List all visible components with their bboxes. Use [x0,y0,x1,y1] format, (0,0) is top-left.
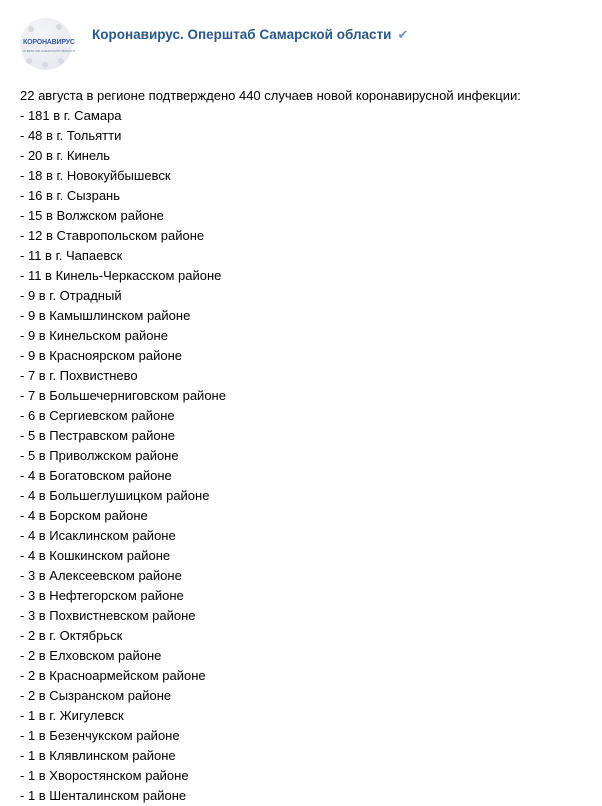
list-item: - 18 в г. Новокуйбышевск [20,168,171,183]
list-item: - 11 в Кинель-Черкасском районе [20,268,222,283]
post-intro: 22 августа в регионе подтверждено 440 случаев новой коронавирусной инфекции: [20,88,521,103]
list-item: - 2 в Елховском районе [20,648,162,663]
list-item: - 7 в Большечерниговском районе [20,388,226,403]
list-item: - 3 в Нефтегорском районе [20,588,184,603]
list-item: - 2 в г. Октябрьск [20,628,123,643]
list-item: - 4 в Богатовском районе [20,468,172,483]
list-item: - 9 в Камышлинском районе [20,308,191,323]
list-item: - 4 в Исаклинском районе [20,528,176,543]
list-item: - 3 в Алексеевском районе [20,568,182,583]
group-name-link[interactable] [92,27,408,43]
list-item: - 3 в Похвистневском районе [20,608,196,623]
list-item: - 5 в Пестравском районе [20,428,176,443]
post-header [0,0,602,80]
list-item: - 4 в Кошкинском районе [20,548,171,563]
list-item: - 7 в г. Похвистнево [20,368,138,383]
list-item: - 6 в Сергиевском районе [20,408,175,423]
list-item: - 4 в Борском районе [20,508,148,523]
list-item: - 1 в Безенчукском районе [20,728,180,743]
list-item: - 20 в г. Кинель [20,148,111,163]
list-item: - 12 в Ставропольском районе [20,228,205,243]
verified-check-icon: ✔ [397,27,409,42]
list-item: - 181 в г. Самара [20,108,122,123]
list-item: - 5 в Приволжском районе [20,448,179,463]
list-item: - 48 в г. Тольятти [20,128,122,143]
post-text [20,86,521,806]
list-item: - 11 в г. Чапаевск [20,248,123,263]
group-avatar[interactable] [20,18,75,70]
list-item: - 15 в Волжском районе [20,208,164,223]
list-item: - 4 в Большеглушицком районе [20,488,210,503]
list-item: - 1 в г. Жигулевск [20,708,124,723]
list-item: - 1 в Клявлинском районе [20,748,176,763]
avatar-logo-subtext: ОПЕРШТАБ САМАРСКОЙ ОБЛАСТИ [23,49,75,53]
list-item: - 16 в г. Сызрань [20,188,121,203]
avatar-logo: КОРОНАВИРУС [23,39,75,46]
list-item: - 1 в Хворостянском районе [20,768,189,783]
list-item: - 1 в Шенталинском районе [20,788,187,803]
list-item: - 9 в г. Отрадный [20,288,122,303]
list-item: - 9 в Красноярском районе [20,348,182,363]
list-item: - 2 в Сызранском районе [20,688,172,703]
list-item: - 2 в Красноармейском районе [20,668,206,683]
list-item: - 9 в Кинельском районе [20,328,168,343]
group-name: Коронавирус. Оперштаб Самарской области [92,27,392,42]
